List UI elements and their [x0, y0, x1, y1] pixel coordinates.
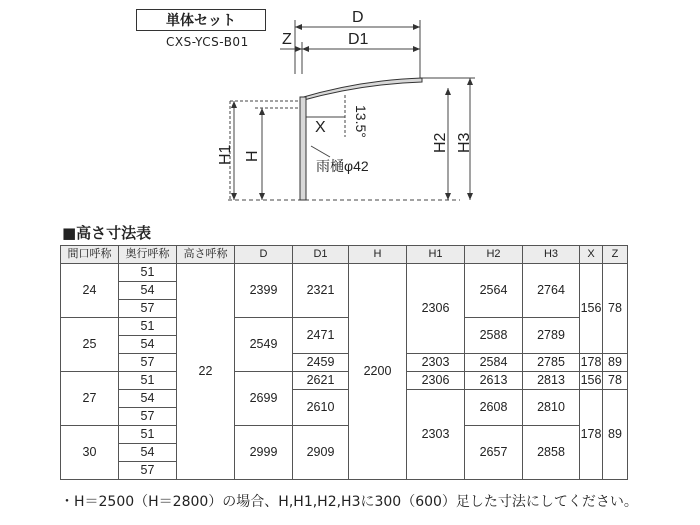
carport-side-diagram: [0, 0, 700, 220]
arrow: [467, 193, 473, 200]
arrow: [413, 24, 420, 30]
arrow: [295, 46, 302, 52]
h2-cell: 2588: [465, 318, 523, 354]
h2-cell: 2584: [465, 354, 523, 372]
d-cell: 2699: [235, 372, 293, 426]
arrow: [467, 78, 473, 85]
width-cell: 25: [61, 318, 119, 372]
roof-panel: [300, 78, 422, 101]
label-D1: D1: [348, 31, 369, 48]
depth-cell: 54: [119, 282, 177, 300]
label-Z: Z: [282, 31, 292, 48]
h-cell: 2200: [349, 264, 407, 480]
depth-cell: 54: [119, 390, 177, 408]
h2-cell: 2564: [465, 264, 523, 318]
z-cell: 78: [603, 372, 628, 390]
x-cell: 178: [580, 390, 603, 480]
label-angle: 13.5°: [353, 105, 369, 138]
footnote: ・H＝2500（H＝2800）の場合、H,H1,H2,H3に300（600）足した寸法にしてください。: [60, 494, 638, 510]
label-gutter: 雨樋φ42: [316, 158, 369, 174]
table-row: [61, 354, 628, 372]
arrow: [302, 46, 309, 52]
col-header: Z: [603, 246, 628, 264]
model-code: CXS-YCS-B01: [166, 35, 249, 49]
h3-cell: 2810: [523, 390, 580, 426]
label-H2: H2: [432, 132, 449, 153]
gutter-leader: [311, 146, 330, 157]
d1-cell: 2321: [293, 264, 349, 318]
col-header: H: [349, 246, 407, 264]
label-X: X: [315, 119, 326, 136]
depth-cell: 51: [119, 372, 177, 390]
table-row: [61, 318, 628, 336]
height-dimension-table: [60, 245, 628, 480]
depth-cell: 54: [119, 444, 177, 462]
depth-cell: 57: [119, 354, 177, 372]
depth-cell: 51: [119, 426, 177, 444]
d-cell: 2549: [235, 318, 293, 372]
arrow: [295, 24, 302, 30]
height-name-cell: 22: [177, 264, 235, 480]
h1-cell: 2303: [407, 354, 465, 372]
table-row: [61, 264, 628, 282]
col-header: H1: [407, 246, 465, 264]
d1-cell: 2610: [293, 390, 349, 426]
x-cell: 178: [580, 354, 603, 372]
depth-cell: 54: [119, 336, 177, 354]
d-cell: 2999: [235, 426, 293, 480]
label-H1: H1: [217, 144, 234, 165]
col-header: 奥行呼称: [119, 246, 177, 264]
width-cell: 27: [61, 372, 119, 426]
arrow: [445, 193, 451, 200]
col-header: D: [235, 246, 293, 264]
col-header: X: [580, 246, 603, 264]
label-H: H: [244, 150, 261, 162]
d-cell: 2399: [235, 264, 293, 318]
col-header: 間口呼称: [61, 246, 119, 264]
arrow: [259, 193, 265, 200]
d1-cell: 2459: [293, 354, 349, 372]
table-header-row: [61, 246, 628, 264]
arrow: [231, 101, 237, 108]
x-cell: 156: [580, 372, 603, 390]
arrow: [413, 46, 420, 52]
h3-cell: 2813: [523, 372, 580, 390]
col-header: D1: [293, 246, 349, 264]
x-cell: 156: [580, 264, 603, 354]
col-header: 高さ呼称: [177, 246, 235, 264]
z-cell: 89: [603, 354, 628, 372]
h1-cell: 2306: [407, 372, 465, 390]
table-row: [61, 426, 628, 444]
z-cell: 89: [603, 390, 628, 480]
z-cell: 78: [603, 264, 628, 354]
label-D: D: [352, 9, 364, 26]
label-H3: H3: [456, 132, 473, 153]
depth-cell: 57: [119, 408, 177, 426]
d1-cell: 2471: [293, 318, 349, 354]
table-row: [61, 372, 628, 390]
h1-cell: 2303: [407, 390, 465, 480]
table-title: ■高さ寸法表: [62, 224, 152, 242]
h3-cell: 2789: [523, 318, 580, 354]
h3-cell: 2764: [523, 264, 580, 318]
width-cell: 24: [61, 264, 119, 318]
col-header: H2: [465, 246, 523, 264]
depth-cell: 57: [119, 300, 177, 318]
depth-cell: 51: [119, 318, 177, 336]
table-row: [61, 390, 628, 408]
h2-cell: 2657: [465, 426, 523, 480]
depth-cell: 51: [119, 264, 177, 282]
h2-cell: 2613: [465, 372, 523, 390]
d1-cell: 2909: [293, 426, 349, 480]
width-cell: 30: [61, 426, 119, 480]
h3-cell: 2785: [523, 354, 580, 372]
depth-cell: 57: [119, 462, 177, 480]
d1-cell: 2621: [293, 372, 349, 390]
col-header: H3: [523, 246, 580, 264]
arrow: [445, 88, 451, 95]
h2-cell: 2608: [465, 390, 523, 426]
h3-cell: 2858: [523, 426, 580, 480]
post: [300, 97, 306, 200]
h1-cell: 2306: [407, 264, 465, 354]
arrow: [231, 193, 237, 200]
arrow: [259, 108, 265, 115]
set-label: 単体セット: [136, 9, 266, 31]
